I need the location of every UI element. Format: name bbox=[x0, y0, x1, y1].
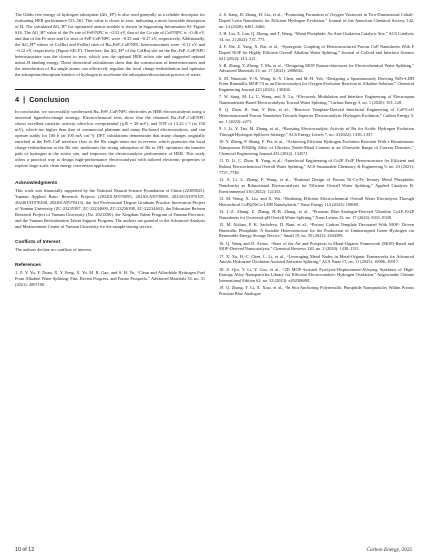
right-column bbox=[219, 12, 414, 298]
section-divider: | bbox=[23, 94, 26, 104]
page-number: 10 of 12 bbox=[15, 547, 35, 553]
reference-item: 9. J. Li, Y. Tan, M. Zhang, et al., “Boosting Electrocatalytic Activity of Ru for Acidic Hydrogen Evolution Through Hydrogen Spillover Strategy,” ACS Energy Letters 7, no. 4 (2022): 1330–1337. bbox=[219, 126, 414, 138]
reference-item: 2. S. Jiang, R. Zhang, H. Liu, et al., “Promoting Formation of Oxygen Vacancies in Two-Dimensional Cobalt-Doped Ceria Nanosheets for Efficient Hydrogen Evolution,” Journal of the American Chemical Society 142, no. 14 (2020): 6461–6466. bbox=[219, 12, 414, 29]
section-rule bbox=[15, 89, 205, 90]
section-heading bbox=[15, 89, 205, 104]
reference-item: 17. X. Xu, H.-C. Chen, L. Li, et al., “Leveraging Metal Nodes in Metal-Organic Frameworks for Advanced Anodic Hydrazine Oxidation Assisted Seawater Splitting,” ACS Nano 17, no. 11 (2023): 10906–10917. bbox=[219, 253, 414, 265]
reference-item: 8. Q. Zhou, R. Sun, Y. Ren, et al., “Reactive Template-Derived Interfacial Engineering of CoP/CoO Heterostructured Porous Nanotubes Towards Superior Electrocatalytic Hydrogen Evolution,” Carbon Energy 5, no. 1 (2023): e273. bbox=[219, 107, 414, 125]
reference-item: 5. B. Zhang, Y. Zheng, T. Ma, et al., “Designing MOF Nanoarchitectures for Electrochemical Water Splitting,” Advanced Materials 33, no. 17 (2021): 2006042. bbox=[219, 62, 414, 74]
left-column bbox=[15, 12, 205, 289]
reference-item: 19. Q. Zhang, Y. Li, X. Xiao, et al., “In Situ Anchoring Polymetallic Phosphide Nanoparticles Within Porous Prussian Blue Analogue bbox=[219, 285, 414, 297]
reference-item: 18. Z. Qiu, Y. Li, Y. Gao, et al., “2D MOF-Assisted Pyrolysis-Displacement-Alloying Synthesis of High-Entropy Alloy Nanoparticles Library for Efficient Electrocatalytic Hydrogen Oxidation,” Angewandte Chemie International Edition 62, no. 33 (2023): e202306881. bbox=[219, 266, 414, 284]
acknowledgments-heading: Acknowledgments bbox=[15, 180, 58, 186]
reference-item: 10. Y. Zheng, P. Shang, F. Pei, et al., “Achieving Efficient Hydrogen Evolution Reaction With a Bicontinuous Nanoporous PtNiMg Alloy of Ultralow Noble-Metal Content at an Ultrawide Range of Current Densities,” Chemical Engineering Journal 433 (2022): 134571. bbox=[219, 139, 414, 156]
intro-paragraph: The Gibbs free energy of hydrogen adsorption (ΔG_H*) is also used generally as a reliable descriptor for evaluating HER performance [53–56]. This value is closer to zero, indicating a more favorable desorption of H. The calculated ΔG_H* for optimized atomic models is shown in Supporting Information SI: Figure S16. The ΔG_H* value of the Fe site of FeP/NPC is −0.52 eV, that of the Co site of CoP/NPC is −0.46 eV, and that of the Fe sites and Co sites of FeP-CoP/NPC were −0.35 and −0.27 eV, respectively. Additionally, the ΔG_H* values of Co(Ru) and Fe(Ru) sites of Ru–FeP–CoP/NPC heterostructures were −0.11 eV and −0.12 eV, respectively (Figure 6D–F). Therefore, the ΔG_H* of the Co(Ru) site on the Ru–FeP–CoP/NPC heterostructure was the closest to zero, which was the optimal HER active site and suggested optimal metal–H binding energy. These theoretical calculations show that the construction of heterostructures and the introduction of Ru single atoms can effectively regulate the local charge redistribution and optimize the adsorption/desorption kinetics of hydrogen to accelerate the adsorption/dissociation process of water. bbox=[15, 12, 205, 78]
section-number: 4 bbox=[15, 94, 20, 104]
conflicts-text: The authors declare no conflicts of interest. bbox=[15, 247, 93, 253]
reference-item: 15. M. Afshan, P. K. Sachdeva, D. Rani, et al., “Porous Carbon Template Decorated With MOF- Driven Bimetallic Phosphide: A Suitable Heterostructure for the Production of Uninterrupted Green Hydrogen via Renewable Energy Storage Device,” Small 19, no. 50 (2023): 2304399. bbox=[219, 221, 414, 239]
reference-item: 12. A. Li, L. Zhang, F. Wang, et al., “Rational Design of Porous Ni-Co-Fe Ternary Metal Phosphides Nanobricks as Bifunctional Electrocatalysts for Efficient Overall Water Splitting,” Applied Catalysis B: Environmental 310 (2022): 121353. bbox=[219, 176, 414, 194]
conflicts-heading: Conflicts of Interest bbox=[15, 240, 61, 246]
reference-item: 13. M. Wang, X. Liu, and X. Wu, “Realizing Efficient Electrochemical Overall Water Electrolysis Through Hierarchical CoP@NiCo-LDH Nanohybrids,” Nano Energy 114 (2023): 108681. bbox=[219, 195, 414, 207]
reference-item: 7. W. Song, M. Li, C. Wang, and X. Lu, “Electronic Modulation and Interface Engineering of Electrospun Nanomaterials-Based Electrocatalysts Toward Water Splitting,” Carbon Energy 3, no. 1 (2020): 101–128. bbox=[219, 94, 414, 106]
reference-item: 3. H. Liu, X. Lan, Q. Zhong, and T. Wang, “Metal Phosphide: An Anti-Oxidation Catalytic Site,” ACS Catalysis 14, no. 2 (2024): 737–775. bbox=[219, 30, 414, 42]
reference-item: 14. J.-Z. Zhang, Z. Zhang, H.-B. Zhang, et al., “Prussian Blue-Analogue-Derived Ultrathin Co2P–Fe2P Nanosheets for Universal-pH Overall Water Splitting,” Nano Letters 23, no. 17 (2023): 8331–8338. bbox=[219, 208, 414, 220]
reference-item: 6. M. Ninawati, Y.-X. Wang, K.-Y. Chen, and M.-H. Yeh, “Designing a Spontaneously Deriving NiFe-LDH From Bimetallic MOF-74 as an Electrocatalyst for Oxygen Evolution Reaction in Alkaline Solution,” Chemical Engineering Journal 423 (2021): 130204. bbox=[219, 75, 414, 93]
reference-item: 11. D. Li, C. Zhou, R. Yang, et al., “Interfacial Engineering of Co2P–Fe2P Heterostructure for Efficient and Robust Electrochemical Overall Water Splitting,” ACS Sustainable Chemistry & Engineering 9, no. 23 (2021): 7737–7748. bbox=[219, 158, 414, 175]
reference-item: 1. Z. Y. Yu, Y. Duan, X. Y. Feng, X. Yu, M. R. Gao, and S. H. Yu, “Clean and Affordable Hydrogen Fuel From Alkaline Water Splitting: Past, Recent Progress, and Future Prospects,” Advanced Materials 33, no. 31 (2021): 2007100. bbox=[15, 270, 205, 288]
section-title: Conclusion bbox=[29, 94, 70, 104]
acknowledgments-text: This work was financially supported by the National Natural Science Foundation of China (22369025), Yunnan Applied Basic Research Projects (202201AT070095, 202301AT070098, 202301AT070107, 202401AT070438, 202401AT070413), the 3rd Professional Degree Graduate Practice Innovation Project of Yunnan University (ZC-23235397, ZC-23234609, ZC-23236398, ZC-22234463), the Education Reform Research Project of Yunnan University (No. 2021Z06), the Xingdian Talent Program of Yunnan Province, and the Yunnan Revitalization Talent Support Program. The authors are grateful to the Advanced Analysis and Measurement Center of Yunnan University for the sample testing service. bbox=[15, 187, 205, 230]
reference-item: 16. Q. Wang and D. Astruc, “State of the Art and Prospects in Metal-Organic Framework (MOF)-Based and MOF-Derived Nanocatalysis,” Chemical Reviews 120, no. 2 (2020): 1438–1511. bbox=[219, 240, 414, 252]
journal-name: Carbon Energy, 2025 bbox=[366, 547, 412, 553]
conclusion-paragraph: In conclusion, we successfully synthesized Ru–FeP–CoP/NPC electrodes as HER electrocatalysts using a universal ligand-exchange strategy. Electrochemical tests show that the obtained Ru–FeP–CoP/NPC shows excellent catalytic activity, ultra-low overpotential (η10 = 28 mV), and TOF of 13.22 s⁻¹ (at 150 mV), which are higher than that of commercial platinum and many Ru-based electrocatalysts, and can operate stably for 100 h (at 100 mA cm⁻²). DFT calculations demonstrate that many charges originally enriched at the FeP–CoP interface flow to the Ru single-atom site in reverse, which promotes the local charge redistribution at the Ru site, moderates the strong adsorption of Ru to OH, optimizes the transfer path of hydrogen at the active site, and improves the electrocatalytic performance of HER. This study offers a practical way to design high-performance electrocatalysts with tailored electronic properties to explore large-scale clean energy conversion applications. bbox=[15, 108, 205, 168]
references-heading: References bbox=[15, 263, 41, 269]
reference-item: 4. F. Nie, Z. Yang, X. Dai, et al., “Synergistic Coupling of Heterostructured Porous CoP Nanosheets With F Doped Ni3P for Highly Efficient Overall Alkaline Water Splitting,” Journal of Colloid and Interface Science 621 (2022): 213–221. bbox=[219, 43, 414, 61]
